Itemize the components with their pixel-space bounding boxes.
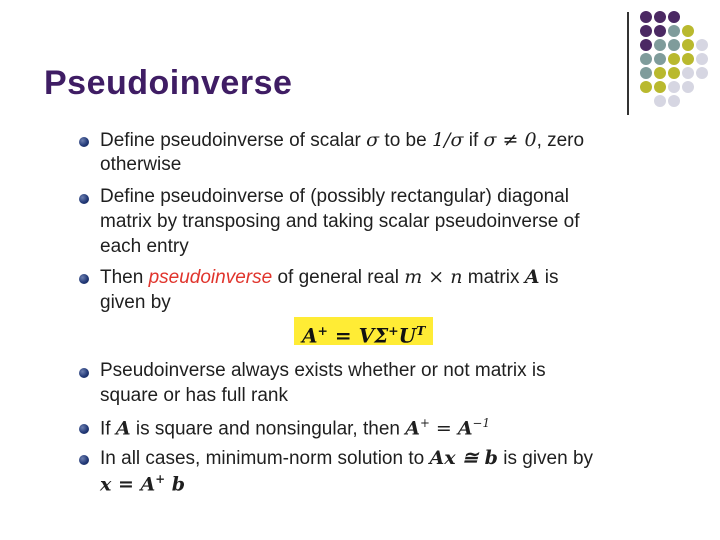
math-solution: b — [165, 473, 185, 496]
formula-sup: T — [416, 323, 426, 338]
text-run: each entry — [100, 236, 189, 257]
formula-part: U — [398, 323, 417, 348]
bullet-1-line-2 — [100, 154, 181, 176]
text-run: to be — [379, 130, 432, 151]
text-run: given by — [100, 292, 171, 313]
text-run: is — [539, 267, 559, 288]
bullet-marker — [79, 194, 89, 204]
pseudoinverse-formula — [294, 317, 433, 348]
math-matrix-a: A — [524, 266, 540, 288]
bullet-6-line-2 — [100, 472, 185, 496]
text-run: , zero — [536, 130, 585, 151]
math-matrix-a: A — [457, 417, 473, 440]
formula-sup: + — [388, 323, 399, 338]
bullet-marker — [79, 424, 89, 434]
bullet-1-line-1 — [100, 129, 584, 152]
text-run: is square and nonsingular, then — [130, 418, 406, 440]
bullet-marker — [79, 455, 89, 465]
bullet-marker — [79, 274, 89, 284]
math-equals: = — [429, 417, 458, 440]
bullet-marker — [79, 368, 89, 378]
bullet-4-line-1 — [100, 360, 546, 382]
math-system: Ax ≅ b — [429, 447, 498, 469]
bullet-5-line-1 — [100, 416, 490, 440]
text-run: if — [463, 130, 484, 151]
formula-part: = VΣ — [327, 323, 389, 348]
text-run: otherwise — [100, 154, 182, 175]
text-run: Define pseudoinverse of (possibly rectangular) diagonal — [100, 186, 569, 207]
text-run: Then — [100, 267, 149, 288]
math-sigma: σ — [366, 129, 380, 151]
bullet-2-line-3 — [100, 236, 189, 258]
slide-title: Pseudoinverse — [44, 64, 293, 102]
math-matrix-a: A — [115, 417, 131, 440]
bullet-6-line-1 — [100, 447, 593, 470]
text-run: Pseudoinverse always exists whether or not matrix is — [100, 360, 546, 381]
emphasis-term: pseudoinverse — [148, 267, 273, 288]
bullet-3-line-2 — [100, 292, 171, 314]
formula-sup: + — [317, 323, 328, 338]
math-dimensions: m × n — [404, 266, 463, 288]
math-solution: x = A — [100, 473, 156, 496]
math-reciprocal: 1/σ — [431, 129, 464, 151]
bullet-2-line-1 — [100, 186, 569, 208]
text-run: Define pseudoinverse of scalar — [100, 130, 367, 151]
text-run: matrix by transposing and taking scalar pseudoinverse of — [100, 211, 580, 232]
math-condition: σ ≠ 0 — [483, 129, 537, 151]
text-run: If — [100, 418, 116, 440]
math-sup: + — [419, 416, 430, 430]
text-run: In all cases, minimum-norm solution to — [100, 448, 430, 469]
text-run: matrix — [462, 267, 525, 288]
text-run: of general real — [272, 267, 405, 288]
math-sup: + — [155, 472, 166, 486]
bullet-4-line-2 — [100, 385, 288, 407]
text-run: is given by — [497, 448, 594, 469]
bullet-3-line-1 — [100, 266, 559, 289]
bullet-marker — [79, 137, 89, 147]
text-run: square or has full rank — [100, 385, 288, 406]
math-sup: −1 — [472, 416, 490, 430]
math-matrix-a: A — [405, 417, 420, 440]
formula-part: A — [302, 323, 318, 348]
bullet-2-line-2 — [100, 211, 579, 233]
